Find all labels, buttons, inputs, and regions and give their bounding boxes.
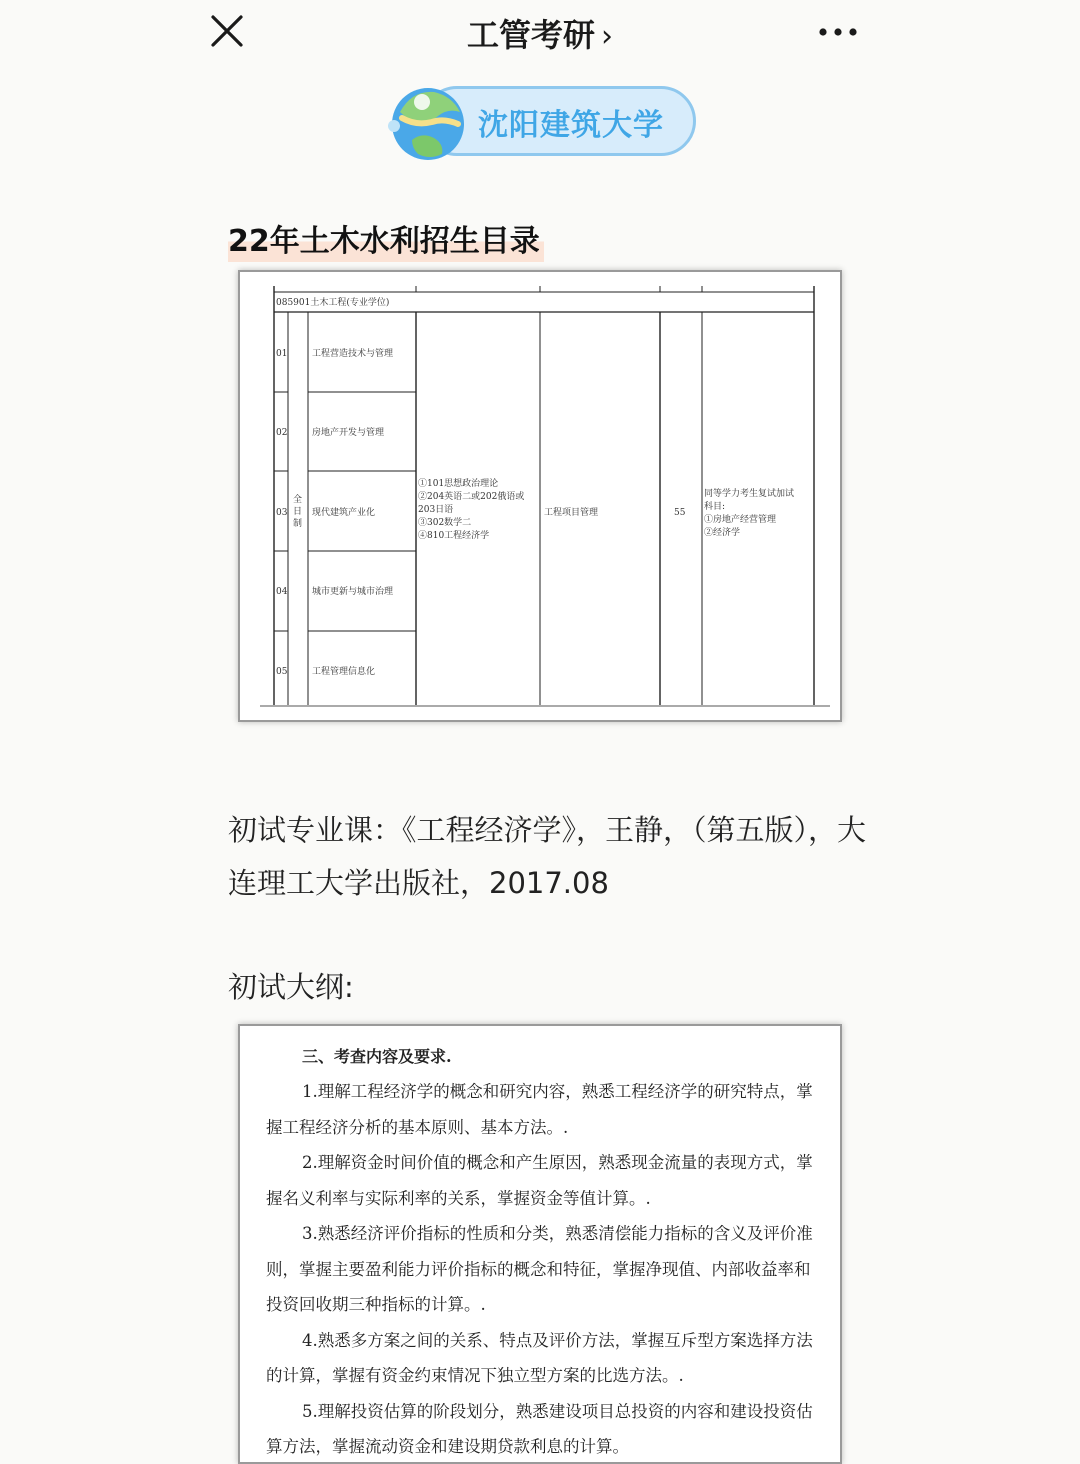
- doc-body: [266, 1074, 816, 1464]
- row-code: 03: [276, 508, 288, 518]
- doc-paragraph: 1.理解工程经济学的概念和研究内容，熟悉工程经济学的研究特点，掌握工程经济分析的基本原则、基本方法。.: [266, 1074, 816, 1145]
- badge-text: 沈阳建筑大学: [478, 100, 664, 144]
- row-code: 02: [276, 428, 287, 438]
- note-line: ①房地产经营管理: [704, 513, 776, 525]
- exam-subject: ④810工程经济学: [418, 529, 489, 541]
- row-direction: 工程管理信息化: [312, 665, 375, 677]
- program-label: 085901土木工程(专业学位): [276, 296, 389, 308]
- row-direction: 房地产开发与管理: [312, 426, 384, 438]
- catalog-table-image[interactable]: [238, 270, 842, 722]
- outline-label: 初试大纲:: [228, 965, 354, 1006]
- quota: 55: [674, 508, 686, 518]
- exam-subject: ②204英语二或202俄语或: [418, 490, 524, 502]
- more-icon: [816, 18, 860, 46]
- chevron-right-icon: ›: [601, 19, 613, 54]
- doc-paragraph: 2.理解资金时间价值的概念和产生原因，熟悉现金流量的表现方式，掌握名义利率与实际利率的关系，掌握资金等值计算。.: [266, 1145, 816, 1216]
- doc-heading: 三、考查内容及要求.: [302, 1044, 452, 1067]
- note-line: 同等学力考生复试加试: [704, 487, 794, 499]
- section-heading: 22年土木水利招生目录: [228, 216, 544, 262]
- row-code: 01: [276, 349, 287, 359]
- catalog-table: [240, 272, 840, 720]
- university-badge: [382, 82, 698, 162]
- note-line: ②经济学: [704, 526, 740, 538]
- more-button[interactable]: [816, 18, 860, 46]
- doc-paragraph: 5.理解投资估算的阶段划分，熟悉建设项目总投资的内容和建设投资估算方法，掌握流动资金和建设期贷款利息的计算。: [266, 1394, 816, 1464]
- note-line: 科目:: [704, 500, 725, 512]
- textbook-paragraph: 初试专业课：《工程经济学》，王静，（第五版），大连理工大学出版社，2017.08: [228, 804, 868, 910]
- row-direction: 工程营造技术与管理: [312, 347, 393, 359]
- account-title-link[interactable]: [0, 10, 1080, 56]
- doc-paragraph: 3.熟悉经济评价指标的性质和分类，熟悉清偿能力指标的含义及评价准则，掌握主要盈利能力评价指标的概念和特征，掌握净现值、内部收益率和投资回收期三种指标的计算。.: [266, 1216, 816, 1323]
- row-code: 04: [276, 587, 288, 597]
- top-bar: [0, 0, 1080, 70]
- row-direction: 现代建筑产业化: [312, 506, 375, 518]
- row-code: 05: [276, 667, 288, 677]
- exam-subject: 203日语: [418, 504, 453, 515]
- retest-subject: 工程项目管理: [544, 506, 598, 518]
- page-title: 工管考研: [467, 16, 595, 54]
- outline-document-image[interactable]: [238, 1024, 842, 1464]
- globe-icon: [382, 82, 472, 164]
- doc-paragraph: 4.熟悉多方案之间的关系、特点及评价方法，掌握互斥型方案选择方法的计算，掌握有资金约束情况下独立型方案的比选方法。.: [266, 1323, 816, 1394]
- row-direction: 城市更新与城市治理: [312, 585, 393, 597]
- exam-subject: ③302数学二: [418, 516, 471, 528]
- study-mode: 全日制: [293, 493, 302, 529]
- exam-subject: ①101思想政治理论: [418, 477, 498, 489]
